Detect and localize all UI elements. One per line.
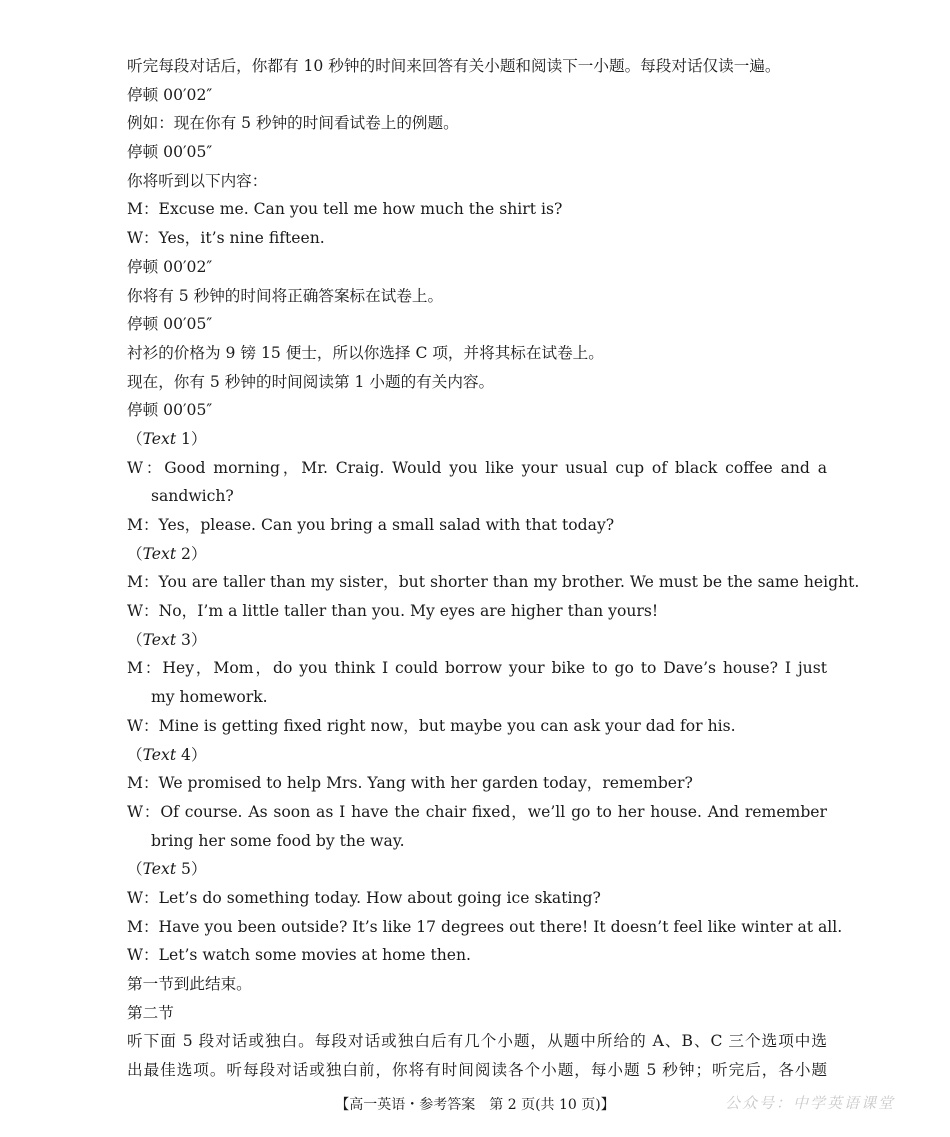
text-heading-label: Text — [142, 429, 177, 448]
text-line: 你将听到以下内容： — [127, 171, 268, 190]
text-line: 停顿 00′05″ — [127, 401, 213, 420]
text-heading-label: Text — [142, 544, 177, 563]
dialogue-line: W：No，I’m a little taller than you. My eyes are higher than yours! — [127, 602, 659, 621]
text-line: 听下面 5 段对话或独白。每段对话或独白后有几个小题，从题中所给的 A、B、C 三个选项中选 — [127, 1032, 827, 1051]
text-line: 出最佳选项。听每段对话或独白前，你将有时间阅读各个小题，每小题 5 秒钟；听完后，各小题 — [127, 1061, 827, 1080]
text-heading-label: Text — [142, 860, 177, 879]
watermark: 公众号：中学英语课堂 — [725, 1094, 896, 1112]
text-heading — [127, 425, 827, 454]
dialogue-line: M：We promised to help Mrs. Yang with her garden today，remember? — [127, 774, 693, 793]
text-line: 停顿 00′05″ — [127, 315, 213, 334]
text-heading — [127, 626, 827, 655]
text-heading-number: 1） — [176, 429, 207, 448]
text-heading-open: （ — [127, 630, 143, 649]
text-line: 第二节 — [127, 1003, 174, 1022]
dialogue-line: M：Have you been outside? It’s like 17 degrees out there! It doesn’t feel like winter at all. — [127, 917, 843, 936]
text-heading-label: Text — [142, 745, 177, 764]
text-heading-open: （ — [127, 745, 143, 764]
text-heading-label: Text — [142, 630, 177, 649]
text-line: 停顿 00′05″ — [127, 143, 213, 162]
text-heading — [127, 741, 827, 770]
dialogue-line: my homework. — [151, 688, 268, 707]
dialogue-line: W：Let’s do something today. How about going ice skating? — [127, 888, 601, 907]
answer-page — [127, 52, 860, 1085]
text-line: 第一节到此结束。 — [127, 975, 252, 993]
text-line: W：Yes，it’s nine fifteen. — [127, 229, 325, 248]
dialogue-texts — [127, 425, 860, 970]
closing-section — [127, 970, 827, 1085]
dialogue-line: M：Yes，please. Can you bring a small salad with that today? — [127, 516, 615, 534]
dialogue-line: bring her some food by the way. — [151, 831, 405, 850]
text-heading — [127, 855, 827, 884]
dialogue-line: sandwich? — [151, 487, 234, 506]
dialogue-line: W：Of course. As soon as I have the chair fixed，we’ll go to her house. And remember — [127, 802, 827, 821]
dialogue-line: W：Mine is getting fixed right now，but maybe you can ask your dad for his. — [127, 716, 736, 735]
intro-section — [127, 52, 827, 425]
text-line: 例如：现在你有 5 秒钟的时间看试卷上的例题。 — [127, 114, 459, 133]
text-heading-number: 3） — [176, 630, 207, 649]
text-line: 停顿 00′02″ — [127, 85, 213, 104]
dialogue-line: W：Good morning，Mr. Craig. Would you like your usual cup of black coffee and a — [127, 458, 827, 477]
text-line: 停顿 00′02″ — [127, 257, 213, 276]
text-line: 你将有 5 秒钟的时间将正确答案标在试卷上。 — [127, 286, 444, 305]
page-footer: 【高一英语・参考答案 第 2 页(共 10 页)】 — [335, 1097, 615, 1113]
text-heading-open: （ — [127, 860, 143, 879]
text-heading-open: （ — [127, 429, 143, 448]
text-heading — [127, 540, 827, 569]
text-line: 听完每段对话后，你都有 10 秒钟的时间来回答有关小题和阅读下一小题。每段对话仅读一遍。 — [127, 57, 781, 75]
text-line: 衬衫的价格为 9 镑 15 便士，所以你选择 C 项，并将其标在试卷上。 — [127, 343, 604, 362]
dialogue-line: W：Let’s watch some movies at home then. — [127, 946, 472, 965]
text-heading-number: 4） — [176, 745, 207, 764]
text-line: 现在，你有 5 秒钟的时间阅读第 1 小题的有关内容。 — [127, 372, 495, 391]
text-heading-open: （ — [127, 544, 143, 563]
text-heading-number: 5） — [176, 860, 207, 879]
dialogue-line: M：Hey，Mom，do you think I could borrow your bike to go to Dave’s house? I just — [127, 659, 827, 678]
dialogue-line: M：You are taller than my sister，but shorter than my brother. We must be the same height. — [127, 573, 860, 592]
text-line: M：Excuse me. Can you tell me how much the shirt is? — [127, 200, 563, 219]
text-heading-number: 2） — [176, 544, 207, 563]
